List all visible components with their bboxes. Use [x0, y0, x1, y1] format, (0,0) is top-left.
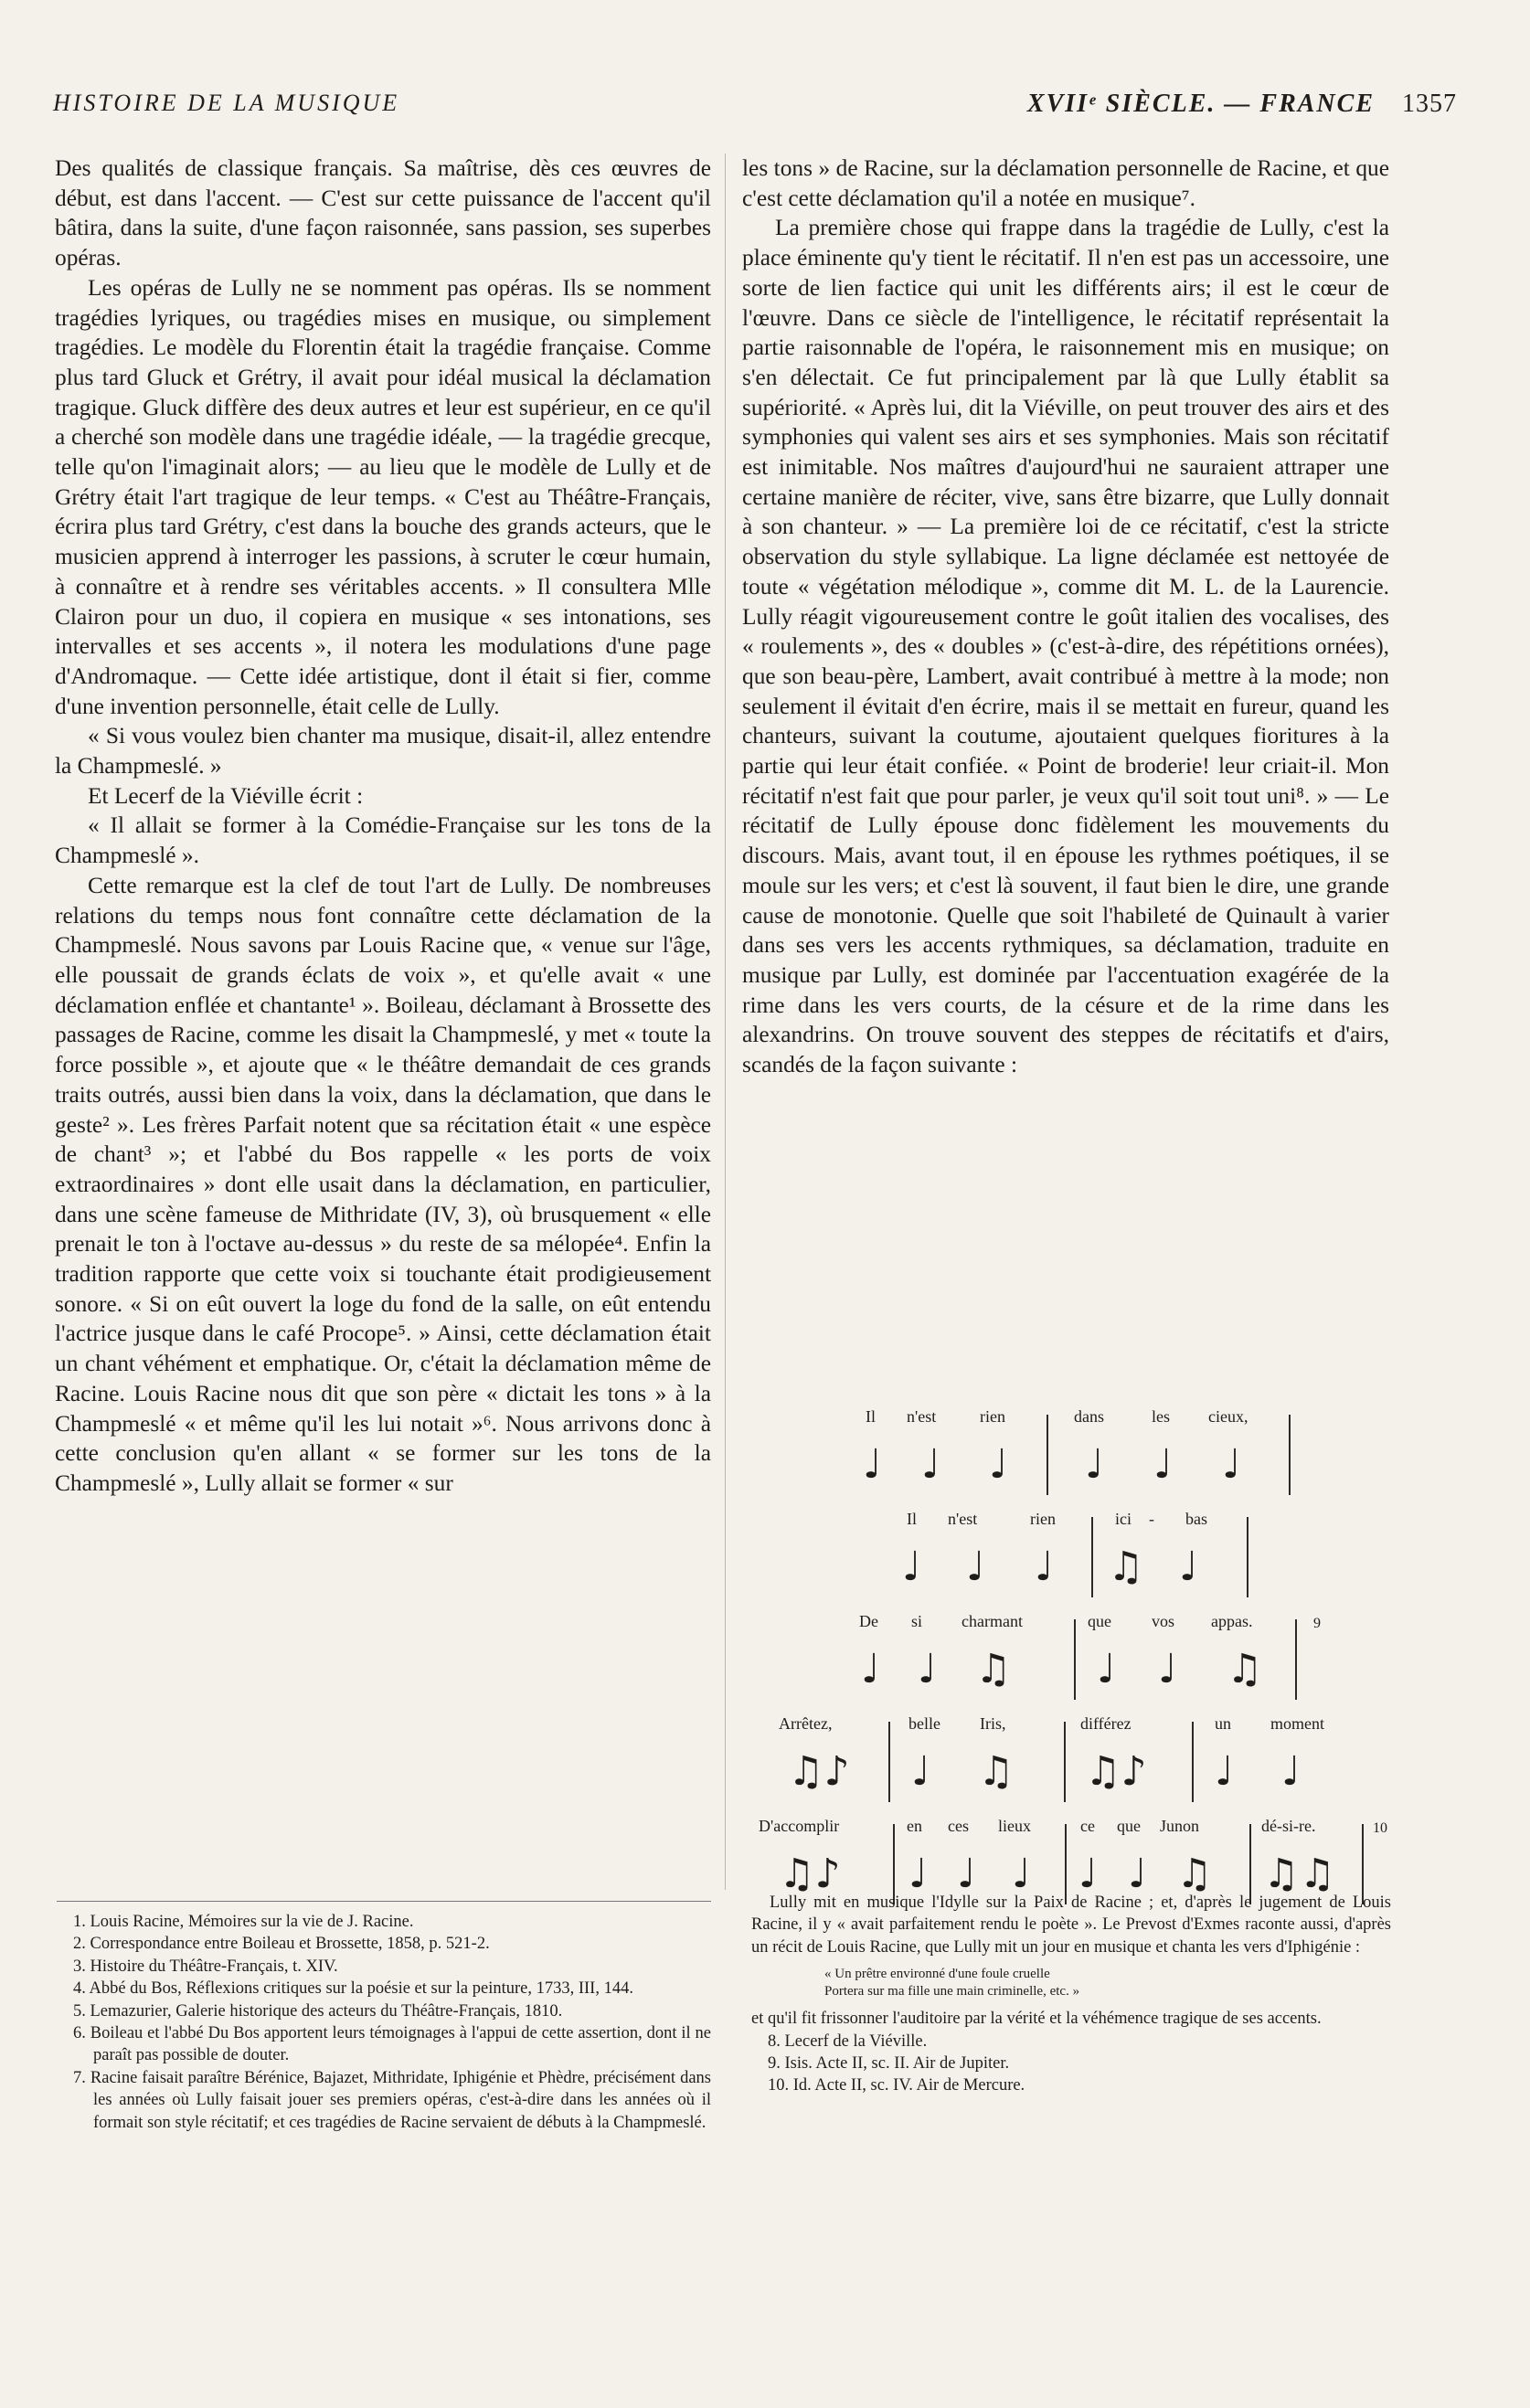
lyric: Iris, — [980, 1714, 1006, 1733]
note: ♩ — [1078, 1851, 1098, 1897]
footnote-text: Lully mit en musique l'Idylle sur la Paix de Racine ; et, d'après le jugement de Louis Racine, il y « avait parfaitement rendu le poète ». Le Prevost d'Exmes raconte aussi, d'après un récit de Louis Racine, que Lully mit un jour en musique et chanta les vers d'Iphigénie : — [751, 1894, 1391, 1957]
paragraph: Cette remarque est la clef de tout l'art de Lully. De nombreuses relations du temps nous font connaître cette déclamation de la Champmeslé. Nous savons par Louis Racine que, « venue sur l'âge, elle poussait de grands éclats de voix », et qu'elle avait « une déclamation enflée et chantante¹ ». Boileau, déclamant à Brossette des passages de Racine, comme les disait la Champmeslé, y met « toute la force possible », et ajoute que « le théâtre demandait de ces grands traits outrés, aussi bien dans la voix, dans la déclamation, que dans le geste² ». Les frères Parfait notent que sa récitation était « une espèce de chant³ »; et l'abbé du Bos rappelle « les ports de voix extraordinaires » dont elle usait dans la déclamation, en particulier, dans une scène fameuse de Mithridate (IV, 3), où brusquement « elle prenait le ton à l'octave au-dessus » du reste de sa mélopée⁴. Enfin la tradition rapporte que cette voix si touchante était prodigieusement sonore. « Si on eût ouvert la loge du fond de la salle, on eût entendu l'actrice jusque dans le café Procope⁵. » Ainsi, cette déclamation était un chant véhément et emphatique. Or, c'était la déclamation même de Racine. Louis Racine nous dit que son père « dictait les tons » à la Champmeslé « et même qu'il les lui notait »⁶. Nous arrivons donc à cette conclusion qu'en allant « se former sur les tons de la Champmeslé », Lully allait se former « sur — [55, 872, 711, 1496]
lyric: belle — [908, 1714, 940, 1733]
lyric: lieux — [998, 1817, 1031, 1835]
note: ♫♪ — [1085, 1748, 1147, 1795]
note: ♫ — [1108, 1543, 1144, 1590]
note: ♩ — [1012, 1851, 1031, 1897]
lyric: rien — [980, 1407, 1005, 1426]
header-section — [1027, 90, 1457, 119]
footnote: 9. Isis. Acte II, sc. II. Air de Jupiter. — [768, 2054, 1010, 2074]
left-column — [55, 154, 711, 1499]
lyric: appas. — [1211, 1612, 1253, 1630]
footnotes-left — [57, 1901, 711, 2134]
barline — [1074, 1619, 1076, 1700]
lyric: moment — [1270, 1714, 1324, 1733]
note: ♫ — [975, 1646, 1012, 1692]
paragraph: les tons » de Racine, sur la déclamation personnelle de Racine, et que c'est cette déclamation qu'il a notée en musique⁷. — [742, 155, 1389, 211]
lyric: ici — [1115, 1510, 1132, 1528]
lyric: Il — [866, 1407, 876, 1426]
footnote-text: et qu'il fit frissonner l'auditoire par la vérité et la véhémence tragique de ses accents. — [751, 2010, 1322, 2029]
note: ♫♫ — [1263, 1851, 1335, 1897]
note: ♩ — [861, 1646, 880, 1692]
note: ♩ — [1097, 1646, 1116, 1692]
footnote: 1. Louis Racine, Mémoires sur la vie de J. Racine. — [73, 1913, 414, 1931]
lyric: cieux, — [1208, 1407, 1248, 1426]
paragraph: Et Lecerf de la Viéville écrit : — [88, 782, 364, 809]
footnote: 5. Lemazurier, Galerie historique des acteurs du Théâtre-Français, 1810. — [73, 2001, 563, 2021]
lyric: Arrêtez, — [779, 1714, 833, 1733]
note: ♩ — [957, 1851, 976, 1897]
footnote: 2. Correspondance entre Boileau et Brossette, 1858, p. 521-2. — [73, 1935, 490, 1954]
lyric: les — [1152, 1407, 1170, 1426]
lyric: charmant — [962, 1612, 1023, 1630]
footnote-ref: 9 — [1313, 1616, 1321, 1631]
barline — [1192, 1722, 1194, 1802]
note: ♩ — [863, 1441, 882, 1488]
lyric: Junon — [1160, 1817, 1200, 1835]
note: ♫♪ — [788, 1748, 850, 1795]
paragraph: Les opéras de Lully ne se nomment pas opéras. Ils se nomment tragédies lyriques, ou tragédies mises en musique, ou simplement tragédies. Le modèle du Florentin était la tragédie française. Comme plus tard Gluck et Grétry, il avait pour idéal musical la déclamation tragique. Gluck diffère des deux autres et leur est supérieur, en ce qu'il a cherché son modèle dans une tragédie idéale, — la tragédie grecque, telle qu'on l'imaginait alors; — au lieu que le modèle de Lully et de Grétry était l'art tragique de leur temps. « C'est au Théâtre-Français, écrira plus tard Grétry, c'est dans la bouche des grands acteurs, que le musicien apprend à interroger les passions, à scruter le cœur humain, à connaître et à rendre ses véritables accents. » Il consultera Mlle Clairon pour un duo, il copiera en musique « ses intonations, ses intervalles et ses accents », il notera les modulations d'une page d'Andromaque. — Cette idée artistique, dont il était si fier, comme d'une invention personnelle, était celle de Lully. — [55, 274, 711, 719]
barline — [1064, 1722, 1066, 1802]
note: ♩ — [1153, 1441, 1173, 1488]
footnote: 8. Lecerf de la Viéville. — [768, 2031, 928, 2051]
note: ♩ — [911, 1748, 930, 1795]
lyric: Il — [907, 1510, 917, 1528]
note: ♩ — [1035, 1543, 1054, 1590]
lyric: n'est — [907, 1407, 937, 1426]
note: ♩ — [1222, 1441, 1241, 1488]
lyric: si — [911, 1612, 923, 1630]
note: ♩ — [1128, 1851, 1147, 1897]
header-section-title: XVIIᵉ SIÈCLE. — FRANCE — [1026, 90, 1375, 118]
footnotes-right — [751, 1892, 1391, 2097]
footnote: 6. Boileau et l'abbé Du Bos apportent leurs témoignages à l'appui de cette assertion, dont il ne paraît pas possible de douter. — [73, 2024, 711, 2065]
barline — [1295, 1619, 1297, 1700]
note: ♫♪ — [779, 1851, 841, 1897]
barline — [1091, 1517, 1093, 1597]
note: ♩ — [989, 1441, 1008, 1488]
footnote: 10. Id. Acte II, sc. IV. Air de Mercure. — [768, 2076, 1025, 2095]
verse-quote — [824, 1966, 1391, 2000]
footnote: 3. Histoire du Théâtre-Français, t. XIV. — [73, 1957, 338, 1976]
lyric: dé-si-re. — [1261, 1817, 1316, 1835]
lyric: De — [859, 1612, 878, 1630]
page-number: 1357 — [1402, 90, 1457, 118]
music-row — [770, 1612, 1400, 1703]
note: ♩ — [902, 1543, 921, 1590]
lyric: ces — [948, 1817, 969, 1835]
paragraph: « Il allait se former à la Comédie-Française sur les tons de la Champmeslé ». — [55, 812, 711, 869]
note: ♩ — [908, 1851, 928, 1897]
note: ♫ — [978, 1748, 1015, 1795]
lyric: différez — [1080, 1714, 1132, 1733]
verse-line: « Un prêtre environné d'une foule cruelle — [824, 1967, 1050, 1982]
header-title: HISTOIRE DE LA MUSIQUE — [53, 90, 400, 116]
music-row — [770, 1714, 1400, 1806]
note: ♩ — [1179, 1543, 1198, 1590]
music-example — [759, 1407, 1400, 1897]
running-header — [53, 90, 1457, 132]
music-row — [770, 1407, 1400, 1499]
note: ♩ — [921, 1441, 940, 1488]
lyric: un — [1215, 1714, 1231, 1733]
lyric: D'accomplir — [759, 1817, 840, 1835]
footnote: 7. Racine faisait paraître Bérénice, Bajazet, Mithridate, Iphigénie et Phèdre, précisément dans les années où Lully faisait jouer ses premiers opéras, c'est-à-dire dans les années où il formait son style récitatif; et ces tragédies de Racine servaient de débuts à la Champmeslé. — [73, 2068, 711, 2132]
lyric: ce — [1080, 1817, 1095, 1835]
lyric: - — [1149, 1510, 1154, 1528]
lyric: bas — [1185, 1510, 1207, 1528]
note: ♩ — [918, 1646, 937, 1692]
paragraph: « Si vous voulez bien chanter ma musique, disait-il, allez entendre la Champmeslé. » — [55, 723, 711, 780]
note: ♩ — [1158, 1646, 1177, 1692]
verse-line: Portera sur ma fille une main criminelle, etc. » — [824, 1984, 1080, 2000]
barline — [1247, 1517, 1248, 1597]
note: ♩ — [1281, 1748, 1301, 1795]
lyric: que — [1117, 1817, 1141, 1835]
barline — [1047, 1415, 1048, 1495]
lyric: rien — [1030, 1510, 1056, 1528]
music-row — [770, 1510, 1400, 1601]
lyric: dans — [1074, 1407, 1104, 1426]
lyric: n'est — [948, 1510, 978, 1528]
note: ♫ — [1227, 1646, 1263, 1692]
note: ♫ — [1176, 1851, 1213, 1897]
note: ♩ — [1215, 1748, 1234, 1795]
lyric: en — [907, 1817, 922, 1835]
footnote-ref: 10 — [1373, 1820, 1387, 1836]
barline — [888, 1722, 890, 1802]
note: ♩ — [1085, 1441, 1104, 1488]
paragraph: Des qualités de classique français. Sa maîtrise, dès ces œuvres de début, est dans l'accent. — C'est sur cette puissance de l'accent qu'il bâtira, dans la suite, d'une façon raisonnée, sans passion, ses superbes opéras. — [55, 155, 711, 271]
lyric: vos — [1152, 1612, 1175, 1630]
barline — [1289, 1415, 1291, 1495]
footnote: 4. Abbé du Bos, Réflexions critiques sur la poésie et sur la peinture, 1733, III, 144. — [73, 1979, 633, 1999]
lyric: que — [1088, 1612, 1111, 1630]
paragraph: La première chose qui frappe dans la tragédie de Lully, c'est la place éminente qu'y tient le récitatif. Il n'en est pas un accessoire, une sorte de lien factice qui unit les différents airs; il est le cœur de l'œuvre. Dans ce siècle de l'intelligence, le récitatif représentait la partie raisonnable de l'opéra, le raisonnement mis en musique; on s'en délectait. Ce fut principalement par là que Lully établit sa supériorité. « Après lui, dit la Viéville, on peut trouver des airs et des symphonies qui valent ses airs et ses symphonies. Mais son récitatif est inimitable. Nos maîtres d'aujourd'hui ne sauraient attraper une certaine manière de réciter, vive, sans être bizarre, que Lully donnait à son chanteur. » — La première loi de ce récitatif, c'est la stricte observation du style syllabique. La ligne déclamée est nettoyée de toute « végétation mélodique », comme dit M. L. de la Laurencie. Lully réagit vigoureusement contre le goût italien des vocalises, des « roulements », des « doubles » (c'est-à-dire, des répétitions ornées), que son beau-père, Lambert, avait contribué à mettre à la mode; non seulement il évitait d'en écrire, mais il se mettait en fureur, quand les chanteurs, suivant la coutume, ajoutaient quelques fioritures à la partie qui leur était confiée. « Point de broderie! leur criait-il. Mon récitatif n'est fait que pour parler, je veux qu'il soit tout uni⁸. » — Le récitatif de Lully épouse donc fidèlement les mouvements du discours. Mais, avant tout, il en épouse les rythmes poétiques, il se moule sur les vers; et c'est là souvent, il faut bien le dire, une grande cause de monotonie. Quelle que soit l'habileté de Quinault à varier dans ses vers les accents rythmiques, sa déclamation, traduite en musique par Lully, est dominée par l'accentuation exagérée de la rime dans les vers courts, de la césure et de la rime dans les alexandrins. On trouve souvent des steppes de récitatifs et d'airs, scandés de la façon suivante : — [742, 215, 1389, 1078]
note: ♩ — [966, 1543, 985, 1590]
column-divider — [725, 154, 726, 1890]
right-column — [742, 154, 1389, 1080]
